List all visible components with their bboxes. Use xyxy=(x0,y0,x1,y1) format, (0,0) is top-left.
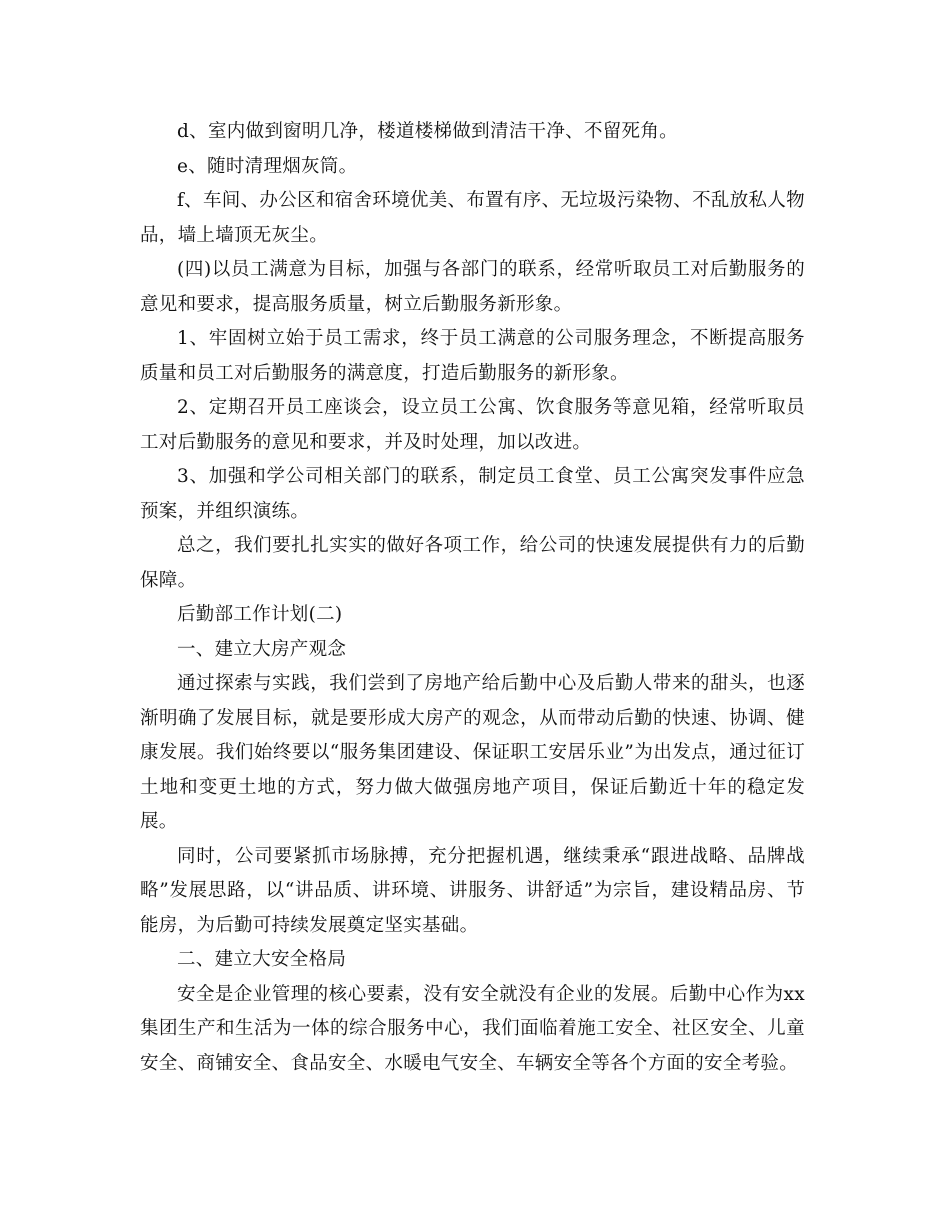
paragraph-item-2: 2、定期召开员工座谈会，设立员工公寓、饮食服务等意见箱，经常听取员工对后勤服务的意见和要求，并及时处理，加以改进。 xyxy=(140,397,805,453)
paragraph-market: 同时，公司要紧抓市场脉搏，充分把握机遇，继续秉承“跟进战略、品牌战略”发展思路，以“讲品质、讲环境、讲服务、讲舒适”为宗旨，建设精品房、节能房，为后勤可持续发展奠定坚实基础。 xyxy=(140,845,805,936)
paragraph-safety: 安全是企业管理的核心要素，没有安全就没有企业的发展。后勤中心作为xx集团生产和生活为一体的综合服务中心，我们面临着施工安全、社区安全、儿童安全、商铺安全、食品安全、水暖电气安全、车辆安全等各个方面的安全考验。 xyxy=(140,983,805,1074)
paragraph-conclusion: 总之，我们要扎扎实实的做好各项工作，给公司的快速发展提供有力的后勤保障。 xyxy=(140,535,805,591)
paragraph-item-f: f、车间、办公区和宿舍环境优美、布置有序、无垃圾污染物、不乱放私人物品，墙上墙顶无灰尘。 xyxy=(140,190,805,246)
paragraph-item-1: 1、牢固树立始于员工需求，终于员工满意的公司服务理念，不断提高服务质量和员工对后勤服务的满意度，打造后勤服务的新形象。 xyxy=(140,328,805,384)
paragraph-item-e: e、随时清理烟灰筒。 xyxy=(177,155,358,177)
paragraph-item-d: d、室内做到窗明几净，楼道楼梯做到清洁干净、不留死角。 xyxy=(177,121,678,142)
paragraph-real-estate: 通过探索与实践，我们尝到了房地产给后勤中心及后勤人带来的甜头，也逐渐明确了发展目标，就是要形成大房产的观念，从而带动后勤的快速、协调、健康发展。我们始终要以“服务集团建设、保证职工安居乐业”为出发点，通过征订土地和变更土地的方式，努力做大做强房地产项目，保证后勤近十年的稳定发展。 xyxy=(140,673,805,832)
section-heading-two: 二、建立大安全格局 xyxy=(177,949,347,970)
section-heading-four: (四)以员工满意为目标，加强与各部门的联系，经常听取员工对后勤服务的意见和要求，提高服务质量，树立后勤服务新形象。 xyxy=(140,259,805,315)
paragraph-item-3: 3、加强和学公司相关部门的联系，制定员工食堂、员工公寓突发事件应急预案，并组织演练。 xyxy=(140,466,805,522)
plan-title: 后勤部工作计划(二) xyxy=(177,604,343,625)
section-heading-one: 一、建立大房产观念 xyxy=(177,638,347,660)
document-body xyxy=(140,115,805,1081)
